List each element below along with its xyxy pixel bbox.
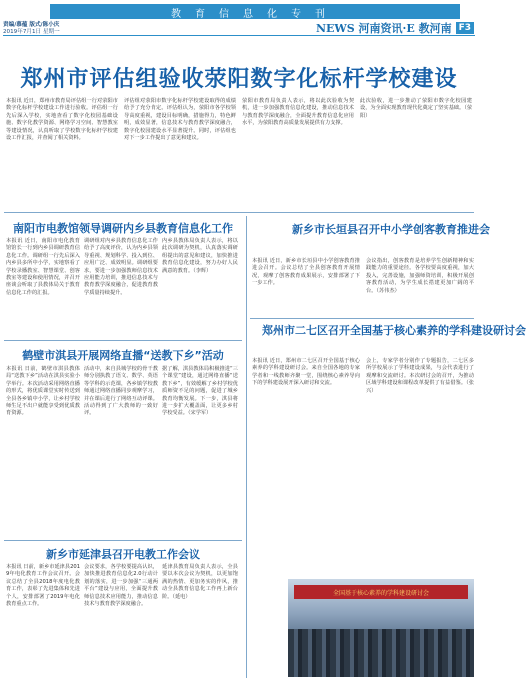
photo-banner-text: 全国基于核心素养的学科建设研讨会: [332, 590, 429, 597]
header-date: 2019年7月1日 星期一: [3, 29, 60, 35]
article5-title: 新乡市长垣县召开中小学创客教育推进会: [292, 223, 490, 236]
header-slogan: 教育信息化专刊: [171, 9, 339, 20]
article6-col1: 本报讯 近日，郑州市二七区召开全国基于核心素养的学科建设研讨会。来自全国各地的专家学者和一线教师齐聚一堂，围绕核心素养导向下的学科建设展开深入研讨和交流。: [252, 358, 360, 387]
photo-audience: [288, 629, 474, 677]
article2-col3: 内乡县教体局负责人表示，将以此次调研为契机，认真落实调研组提出的意见和建议，加快推进教育信息化建设，努力办好人民满意的教育。（李辉）: [162, 238, 238, 274]
article2-title: 南阳市电教馆领导调研内乡县教育信息化工作: [13, 222, 233, 235]
header-divider: [3, 35, 475, 36]
article1-col4: 此次验收，进一步推动了荥阳市数字化校园建设，为全面实现教育现代化奠定了坚实基础。（荥阳）: [360, 98, 472, 119]
article3-col2: 活动中，来自县城学校的骨干教师分别执教了语文、数学、英语等学科的示范课，各乡镇学校教师通过网络直播同步观摩学习，并在课后进行了网络互动评课。活动得到了广大教师的一致好评。: [84, 366, 158, 417]
header-band: [50, 4, 460, 19]
header-meta: [3, 22, 60, 36]
article3-col1: 本报讯 日前，鹤壁市淇县教体局“送教下乡”活动在淇县实验小学举行。本次活动采用网络直播的形式，将优质课堂实时传送到全县各乡镇中小学，让乡村学校师生足不出户就能享受到优质教育资源。: [6, 366, 80, 417]
conference-photo: [288, 579, 474, 677]
article4-col3: 延津县教育局负责人表示，全县要以本次会议为契机，以更加饱满的热情、更加务实的作风，推动全县教育信息化工作再上新台阶。（延电）: [162, 564, 238, 600]
divider: [4, 340, 242, 341]
page-header: [0, 0, 478, 36]
article1-col1: 本报讯 近日，郑州市教育局评估组一行对荥阳市数字化标杆学校建设工作进行验收。评估组一行先后深入学校，实地查看了数字化校园基础设施、数字化教学资源、网络学习空间、智慧教室等建设情况，认真听取了学校数字化标杆学校建设工作汇报，并查阅了相关资料。: [6, 98, 118, 142]
article5-col1: 本报讯 近日，新乡市长垣县中小学创客教育推进会召开。会议总结了全县创客教育开展情况，观摩了创客教育成果展示，安排部署了下一步工作。: [252, 258, 360, 287]
divider: [250, 318, 474, 319]
header-editors: 责编/慕蕴 版式/陈小庆: [3, 22, 60, 28]
article4-col2: 会议要求，各学校要提高认识，加快推进教育信息化2.0行动计划的落实，进一步加强“三通两平台”建设与应用，全面提升教师信息技术应用能力，推动信息技术与教育教学深度融合。: [84, 564, 158, 608]
column-divider: [246, 216, 247, 678]
header-section: [316, 21, 474, 34]
article1-title: 郑州市评估组验收荥阳数字化标杆学校建设: [20, 67, 458, 92]
article6-title: 郑州市二七区召开全国基于核心素养的学科建设研讨会: [262, 324, 526, 337]
article4-col1: 本报讯 日前，新乡市延津县2019年电化教育工作会议召开。会议总结了全县2018年度电化教育工作，表彰了先进集体和先进个人，安排部署了2019年电化教育重点工作。: [6, 564, 80, 608]
article3-col3: 据了解，淇县教体局积极推进“三个课堂”建设，通过网络直播“送教下乡”，有效缓解了乡村学校优质师资不足的问题，促进了城乡教育均衡发展。下一步，淇县将进一步扩大覆盖面，让更多乡村学校受益。（宋学军）: [162, 366, 238, 417]
divider: [4, 212, 474, 213]
page-number: F3: [456, 22, 474, 34]
article1-col3: 荥阳市教育局负责人表示，将以此次验收为契机，进一步加强教育信息化建设，推动信息技术与教育教学深度融合，全面提升教育信息化应用水平，为荥阳教育高质量发展提供有力支撑。: [242, 98, 354, 127]
photo-banner: [294, 585, 468, 599]
article5-col2: 会议指出，创客教育是培养学生创新精神和实践能力的重要途径。各学校要高度重视，加大投入，完善设施，加强师资培训，积极开展创客教育活动，为学生成长搭建更加广阔的平台。（苏伟杰）: [366, 258, 474, 294]
header-news-label: NEWS 河南资讯·E 教河南: [315, 21, 452, 35]
article2-col2: 调研组对内乡县教育信息化工作给予了高度评价，认为内乡县领导重视、规划科学、投入到位、应用广泛、成效明显。调研组要求，要进一步加强教师信息技术应用能力培训，推进信息技术与教育教学深度融合，促进教育教学质量持续提升。: [84, 238, 158, 296]
divider: [4, 540, 242, 541]
article3-title: 鹤壁市淇县开展网络直播“送教下乡”活动: [22, 349, 224, 362]
article2-col1: 本报讯 近日，南阳市电化教育馆馆长一行到内乡县调研教育信息化工作。调研组一行先后深入内乡县多所中小学，实地察看了学校录播教室、智慧课堂、创客教室等建设和使用情况，并召开座谈会听取了县教体局关于教育信息化工作的汇报。: [6, 238, 80, 296]
article1-col2: 评估组对荥阳市数字化标杆学校建设取得的成绩给予了充分肯定。评估组认为，荥阳市各学校领导高度重视，建设目标明确，措施得力，特色鲜明，成效显著，信息技术与教育教学深度融合，数字化校园建设水平显著提升。同时，评估组也对下一步工作提出了意见和建议。: [124, 98, 236, 142]
article6-col2: 会上，专家学者分别作了专题报告，二七区多所学校展示了学科建设成果，与会代表进行了观摩和交流研讨。本次研讨会的召开，为推动区域学科建设和课程改革提供了有益借鉴。（张兴）: [366, 358, 474, 394]
article4-title: 新乡市延津县召开电教工作会议: [46, 548, 200, 561]
